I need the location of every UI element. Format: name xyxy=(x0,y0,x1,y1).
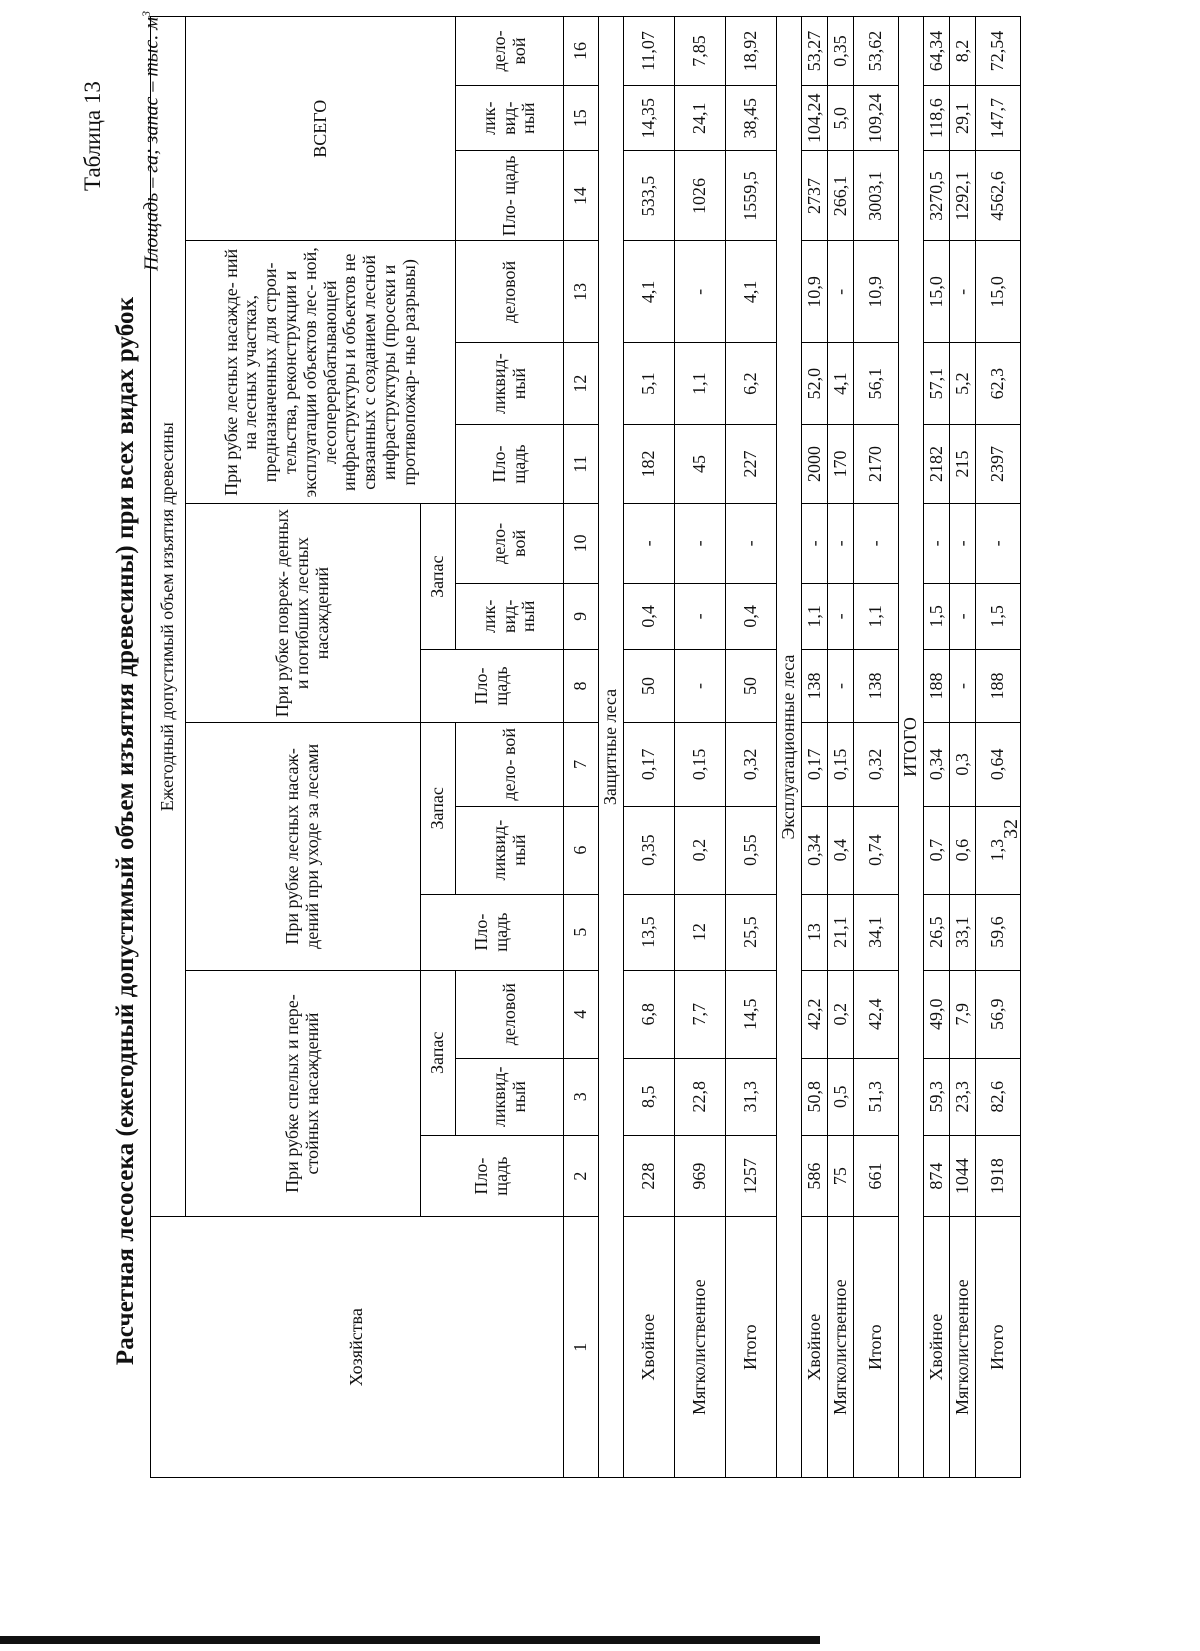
table-cell: 0,74 xyxy=(854,806,899,894)
table-cell: - xyxy=(976,504,1021,583)
units-text: Площадь – га; запас – тыс. м xyxy=(140,17,163,271)
table-cell: 10,9 xyxy=(802,241,828,343)
table-cell: 52,0 xyxy=(802,343,828,425)
scan-edge-bar xyxy=(0,1636,820,1644)
table-cell: - xyxy=(828,241,854,343)
table-cell: - xyxy=(675,241,726,343)
column-number: 6 xyxy=(564,806,599,894)
table-cell: 0,55 xyxy=(726,806,777,894)
table-cell: 1,5 xyxy=(976,583,1021,649)
table-cell: - xyxy=(924,504,950,583)
column-number: 4 xyxy=(564,970,599,1058)
table-cell: 1,5 xyxy=(924,583,950,649)
row-label: Итого xyxy=(726,1217,777,1478)
table-cell: 15,0 xyxy=(976,241,1021,343)
table-cell: 0,35 xyxy=(828,17,854,86)
column-number: 7 xyxy=(564,722,599,806)
section-grand-total: ИТОГО xyxy=(899,17,924,1478)
table-cell: 0,2 xyxy=(675,806,726,894)
table-cell: 21,1 xyxy=(828,894,854,970)
table-cell: - xyxy=(950,241,976,343)
table-cell: 62,3 xyxy=(976,343,1021,425)
table-cell: 22,8 xyxy=(675,1058,726,1135)
table-cell: 11,07 xyxy=(624,17,675,86)
table-cell: 8,5 xyxy=(624,1058,675,1135)
table-cell: 5,2 xyxy=(950,343,976,425)
table-cell: 38,45 xyxy=(726,85,777,150)
table-cell: 7,9 xyxy=(950,970,976,1058)
table-cell: 42,2 xyxy=(802,970,828,1058)
column-number: 14 xyxy=(564,151,599,241)
table-cell: 4,1 xyxy=(828,343,854,425)
table-cell: 118,6 xyxy=(924,85,950,150)
header-timber: деловой xyxy=(456,970,564,1058)
table-cell: 2397 xyxy=(976,424,1021,503)
row-label: Хвойное xyxy=(802,1217,828,1478)
header-timber: дело- вой xyxy=(456,504,564,583)
table-cell: 59,3 xyxy=(924,1058,950,1135)
table-row xyxy=(950,17,976,1478)
column-number: 11 xyxy=(564,424,599,503)
table-cell: 13 xyxy=(802,894,828,970)
table-cell: 64,34 xyxy=(924,17,950,86)
row-label: Итого xyxy=(976,1217,1021,1478)
header-area: Пло- щадь xyxy=(456,424,564,503)
table-cell: 2170 xyxy=(854,424,899,503)
table-cell: 1257 xyxy=(726,1135,777,1217)
table-cell: 533,5 xyxy=(624,151,675,241)
table-cell: 24,1 xyxy=(675,85,726,150)
row-label: Мягколиственное xyxy=(828,1217,854,1478)
table-cell: 1,1 xyxy=(802,583,828,649)
table-cell: 109,24 xyxy=(854,85,899,150)
table-cell: 1292,1 xyxy=(950,151,976,241)
table-cell: 5,0 xyxy=(828,85,854,150)
table-cell: - xyxy=(802,504,828,583)
table-cell: 1,3 xyxy=(976,806,1021,894)
table-row xyxy=(726,17,777,1478)
table-cell: 0,7 xyxy=(924,806,950,894)
header-timber: дело- вой xyxy=(456,17,564,86)
table-cell: - xyxy=(828,650,854,723)
column-numbers-row xyxy=(564,17,599,1478)
table-cell: 874 xyxy=(924,1135,950,1217)
table-cell: - xyxy=(950,504,976,583)
table-cell: 4,1 xyxy=(726,241,777,343)
header-group-infrastructure: При рубке лесных насажде- ний на лесных участках, предназначенных для строи- тельства, реконструкции и эксплуатации объектов лес- ной, лесоперерабатывающей инфраструктуры и объектов не связанных с созданием лесной инфраструктуры (просеки и противопожар- ные разрывы) xyxy=(186,241,456,504)
header-stock: Запас xyxy=(421,722,456,894)
header-stock: Запас xyxy=(421,970,456,1135)
header-area: Пло- щадь xyxy=(421,650,564,723)
table-cell: 6,2 xyxy=(726,343,777,425)
table-cell: 661 xyxy=(854,1135,899,1217)
table-cell: 18,92 xyxy=(726,17,777,86)
table-cell: 215 xyxy=(950,424,976,503)
table-cell: 0,32 xyxy=(854,722,899,806)
table-cell: 1026 xyxy=(675,151,726,241)
table-cell: 7,7 xyxy=(675,970,726,1058)
table-cell: - xyxy=(828,504,854,583)
header-timber: дело- вой xyxy=(456,722,564,806)
table-cell: 228 xyxy=(624,1135,675,1217)
table-cell: 10,9 xyxy=(854,241,899,343)
table-cell: 4562,6 xyxy=(976,151,1021,241)
table-row xyxy=(976,17,1021,1478)
table-cell: 138 xyxy=(802,650,828,723)
header-liquid: ликвид- ный xyxy=(456,806,564,894)
table-cell: 49,0 xyxy=(924,970,950,1058)
column-number: 3 xyxy=(564,1058,599,1135)
table-cell: 7,85 xyxy=(675,17,726,86)
table-cell: 0,5 xyxy=(828,1058,854,1135)
table-cell: 2737 xyxy=(802,151,828,241)
column-number: 9 xyxy=(564,583,599,649)
table-cell: 45 xyxy=(675,424,726,503)
table-cell: 3270,5 xyxy=(924,151,950,241)
table-row xyxy=(924,17,950,1478)
table-cell: 56,9 xyxy=(976,970,1021,1058)
table-cell: 4,1 xyxy=(624,241,675,343)
header-liquid: ликвид- ный xyxy=(456,343,564,425)
table-cell: 14,35 xyxy=(624,85,675,150)
header-area: Пло- щадь xyxy=(421,1135,564,1217)
table-cell: 0,4 xyxy=(624,583,675,649)
table-cell: 0,4 xyxy=(726,583,777,649)
header-farm: Хозяйства xyxy=(151,1217,564,1478)
table-cell: - xyxy=(726,504,777,583)
table-cell: 75 xyxy=(828,1135,854,1217)
table-cell: 29,1 xyxy=(950,85,976,150)
table-cell: 31,3 xyxy=(726,1058,777,1135)
table-cell: 51,3 xyxy=(854,1058,899,1135)
table-cell: 227 xyxy=(726,424,777,503)
row-label: Мягколиственное xyxy=(950,1217,976,1478)
table-cell: 82,6 xyxy=(976,1058,1021,1135)
table-cell: 50 xyxy=(726,650,777,723)
row-label: Мягколиственное xyxy=(675,1217,726,1478)
column-number: 2 xyxy=(564,1135,599,1217)
column-number: 5 xyxy=(564,894,599,970)
table-cell: 42,4 xyxy=(854,970,899,1058)
table-cell: 1,1 xyxy=(854,583,899,649)
table-cell: 15,0 xyxy=(924,241,950,343)
column-number: 10 xyxy=(564,504,599,583)
table-cell: 0,3 xyxy=(950,722,976,806)
header-area: Пло- щадь xyxy=(421,894,564,970)
table-cell: 8,2 xyxy=(950,17,976,86)
table-cell: - xyxy=(950,583,976,649)
header-group-mature-stands: При рубке спелых и пере- стойных насаждений xyxy=(186,970,421,1217)
table-cell: 0,15 xyxy=(828,722,854,806)
table-cell: 0,4 xyxy=(828,806,854,894)
table-cell: 2000 xyxy=(802,424,828,503)
table-cell: 53,62 xyxy=(854,17,899,86)
table-cell: 2182 xyxy=(924,424,950,503)
header-annual-volume: Ежегодный допустимый объем изъятия древесины xyxy=(151,17,186,1217)
header-group-thinning: При рубке лесных насаж- дений при уходе за лесами xyxy=(186,722,421,970)
table-row xyxy=(675,17,726,1478)
logging-quota-table xyxy=(150,16,1021,1478)
section-exploitation-forests: Эксплуатационные леса xyxy=(777,17,802,1478)
page-number: 32 xyxy=(1000,819,1022,839)
header-group-damaged-stands: При рубке повреж- денных и погибших лесных насаждений xyxy=(186,504,421,723)
table-cell: 0,34 xyxy=(802,806,828,894)
column-number: 8 xyxy=(564,650,599,723)
header-stock: Запас xyxy=(421,504,456,650)
header-timber: деловой xyxy=(456,241,564,343)
table-number: Таблица 13 xyxy=(80,81,105,191)
units-superscript: 3 xyxy=(139,11,153,17)
table-cell: 56,1 xyxy=(854,343,899,425)
table-cell: 586 xyxy=(802,1135,828,1217)
table-cell: 13,5 xyxy=(624,894,675,970)
table-row xyxy=(854,17,899,1478)
table-cell: 59,6 xyxy=(976,894,1021,970)
table-cell: 25,5 xyxy=(726,894,777,970)
table-cell: 0,64 xyxy=(976,722,1021,806)
table-cell: 1559,5 xyxy=(726,151,777,241)
table-cell: 0,15 xyxy=(675,722,726,806)
page-title: Расчетная лесосека (ежегодный допустимый объем изъятия древесины) при всех видах рубок xyxy=(112,296,139,1366)
table-cell: 0,17 xyxy=(802,722,828,806)
column-number: 13 xyxy=(564,241,599,343)
table-cell: 34,1 xyxy=(854,894,899,970)
column-number: 12 xyxy=(564,343,599,425)
table-cell: - xyxy=(675,504,726,583)
table-cell: 0,2 xyxy=(828,970,854,1058)
table-cell: 969 xyxy=(675,1135,726,1217)
table-cell: - xyxy=(950,650,976,723)
table-cell: 26,5 xyxy=(924,894,950,970)
table-cell: 138 xyxy=(854,650,899,723)
table-row xyxy=(624,17,675,1478)
header-group-total: ВСЕГО xyxy=(186,17,456,241)
table-cell: 0,17 xyxy=(624,722,675,806)
header-liquid: лик- вид- ный xyxy=(456,583,564,649)
table-cell: 0,32 xyxy=(726,722,777,806)
header-liquid: ликвид- ный xyxy=(456,1058,564,1135)
table-cell: 5,1 xyxy=(624,343,675,425)
column-number: 15 xyxy=(564,85,599,150)
table-cell: 1918 xyxy=(976,1135,1021,1217)
table-cell: 1044 xyxy=(950,1135,976,1217)
table-cell: 3003,1 xyxy=(854,151,899,241)
table-cell: 182 xyxy=(624,424,675,503)
row-label: Итого xyxy=(854,1217,899,1478)
column-number: 1 xyxy=(564,1217,599,1478)
section-protective-forests: Защитные леса xyxy=(599,17,624,1478)
table-cell: 0,34 xyxy=(924,722,950,806)
table-cell: 12 xyxy=(675,894,726,970)
row-label: Хвойное xyxy=(624,1217,675,1478)
table-cell: 104,24 xyxy=(802,85,828,150)
table-cell: 72,54 xyxy=(976,17,1021,86)
table-cell: 33,1 xyxy=(950,894,976,970)
header-liquid: лик- вид- ный xyxy=(456,85,564,150)
table-cell: 53,27 xyxy=(802,17,828,86)
table-row xyxy=(802,17,828,1478)
table-cell: - xyxy=(624,504,675,583)
table-cell: - xyxy=(675,650,726,723)
table-cell: 188 xyxy=(976,650,1021,723)
table-cell: - xyxy=(675,583,726,649)
table-cell: 50 xyxy=(624,650,675,723)
table-cell: 147,7 xyxy=(976,85,1021,150)
table-cell: 1,1 xyxy=(675,343,726,425)
table-cell: 6,8 xyxy=(624,970,675,1058)
table-cell: 57,1 xyxy=(924,343,950,425)
table-cell: 188 xyxy=(924,650,950,723)
table-cell: - xyxy=(828,583,854,649)
table-cell: 0,35 xyxy=(624,806,675,894)
table-cell: 23,3 xyxy=(950,1058,976,1135)
header-area: Пло- щадь xyxy=(456,151,564,241)
table-cell: 266,1 xyxy=(828,151,854,241)
table-row xyxy=(828,17,854,1478)
table-cell: 50,8 xyxy=(802,1058,828,1135)
table-cell: 14,5 xyxy=(726,970,777,1058)
row-label: Хвойное xyxy=(924,1217,950,1478)
table-cell: 170 xyxy=(828,424,854,503)
table-cell: 0,6 xyxy=(950,806,976,894)
table-cell: - xyxy=(854,504,899,583)
column-number: 16 xyxy=(564,17,599,86)
